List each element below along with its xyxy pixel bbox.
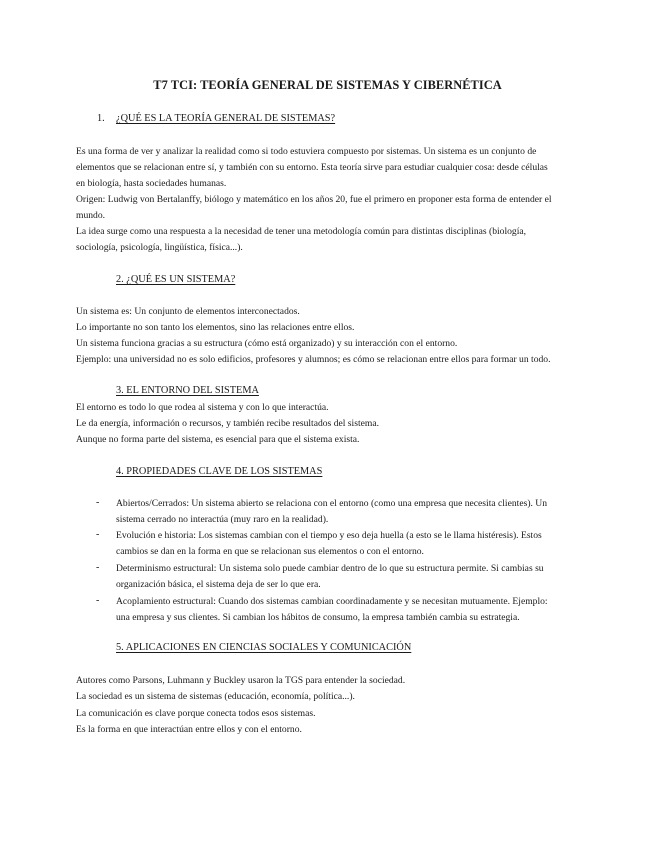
list-item-line: organización básica, el sistema deja de ser lo que era. [116, 579, 321, 590]
list-item-line: Abiertos/Cerrados: Un sistema abierto se relaciona con el entorno (como una empresa que necesita clientes). Un [116, 498, 548, 509]
paragraph-line: Un sistema funciona gracias a su estructura (cómo está organizado) y su interacción con el entorno. [76, 338, 458, 349]
paragraph-line: Es la forma en que interactúan entre ellos y con el entorno. [76, 724, 302, 735]
list-item-line: Evolución e historia: Los sistemas cambian con el tiempo y eso deja huella (a esto se le llama histéresis). Estos [116, 530, 542, 541]
paragraph-line: Un sistema es: Un conjunto de elementos interconectados. [76, 306, 300, 317]
paragraph-line: Lo importante no son tanto los elementos, sino las relaciones entre ellos. [76, 322, 355, 333]
paragraph-line: La comunicación es clave porque conecta todos esos sistemas. [76, 708, 316, 719]
section-2-heading: 2. ¿QUÉ ES UN SISTEMA? [116, 274, 236, 285]
list-item-line: sistema cerrado no interactúa (muy raro en la realidad). [116, 514, 329, 525]
paragraph-line: elementos que se relacionan entre sí, y también con su entorno. Esta teoría sirve para estudiar cualquier cosa: desde células [76, 162, 548, 173]
section-1-heading: ¿QUÉ ES LA TEORÍA GENERAL DE SISTEMAS? [116, 113, 336, 124]
bullet-marker: - [96, 497, 100, 508]
paragraph-line: Ejemplo: una universidad no es solo edificios, profesores y alumnos; es cómo se relacionan entre ellos para formar un todo. [76, 354, 551, 365]
list-item-line: cambios se dan en la forma en que se relacionan sus elementos o con el entorno. [116, 546, 424, 557]
section-4-heading: 4. PROPIEDADES CLAVE DE LOS SISTEMAS [116, 466, 323, 477]
paragraph-line: La idea surge como una respuesta a la necesidad de tener una metodología común para distintas disciplinas (biología, [76, 226, 527, 237]
paragraph-line: La sociedad es un sistema de sistemas (educación, economía, política...). [76, 691, 355, 702]
paragraph-line: Origen: Ludwig von Bertalanffy, biólogo y matemático en los años 20, fue el primero en proponer esta forma de entender el [76, 194, 552, 205]
paragraph-line: Le da energía, información o recursos, y también recibe resultados del sistema. [76, 418, 379, 429]
section-3-heading: 3. EL ENTORNO DEL SISTEMA [116, 385, 259, 396]
paragraph-line: mundo. [76, 210, 106, 221]
paragraph-line: Aunque no forma parte del sistema, es esencial para que el sistema exista. [76, 434, 360, 445]
list-item-line: una empresa y sus clientes. Si cambian los hábitos de consumo, la empresa también cambia su estrategia. [116, 612, 520, 623]
bullet-marker: - [96, 595, 100, 606]
bullet-marker: - [96, 529, 100, 540]
section-5-heading: 5. APLICACIONES EN CIENCIAS SOCIALES Y COMUNICACIÓN [116, 642, 412, 653]
paragraph-line: Autores como Parsons, Luhmann y Buckley usaron la TGS para entender la sociedad. [76, 675, 406, 686]
bullet-marker: - [96, 562, 100, 573]
paragraph-line: sociología, psicología, lingüística, física...). [76, 242, 243, 253]
section-1-number: 1. [97, 113, 105, 124]
list-item-line: Determinismo estructural: Un sistema solo puede cambiar dentro de lo que su estructura permite. Si cambias su [116, 563, 544, 574]
paragraph-line: en biología, hasta sociedades humanas. [76, 178, 227, 189]
paragraph-line: Es una forma de ver y analizar la realidad como si todo estuviera compuesto por sistemas. Un sistema es un conjunto de [76, 146, 537, 157]
document-title: T7 TCI: TEORÍA GENERAL DE SISTEMAS Y CIBERNÉTICA [153, 78, 502, 92]
list-item-line: Acoplamiento estructural: Cuando dos sistemas cambian coordinadamente y se necesitan mutuamente. Ejemplo: [116, 596, 548, 607]
paragraph-line: El entorno es todo lo que rodea al sistema y con lo que interactúa. [76, 402, 329, 413]
